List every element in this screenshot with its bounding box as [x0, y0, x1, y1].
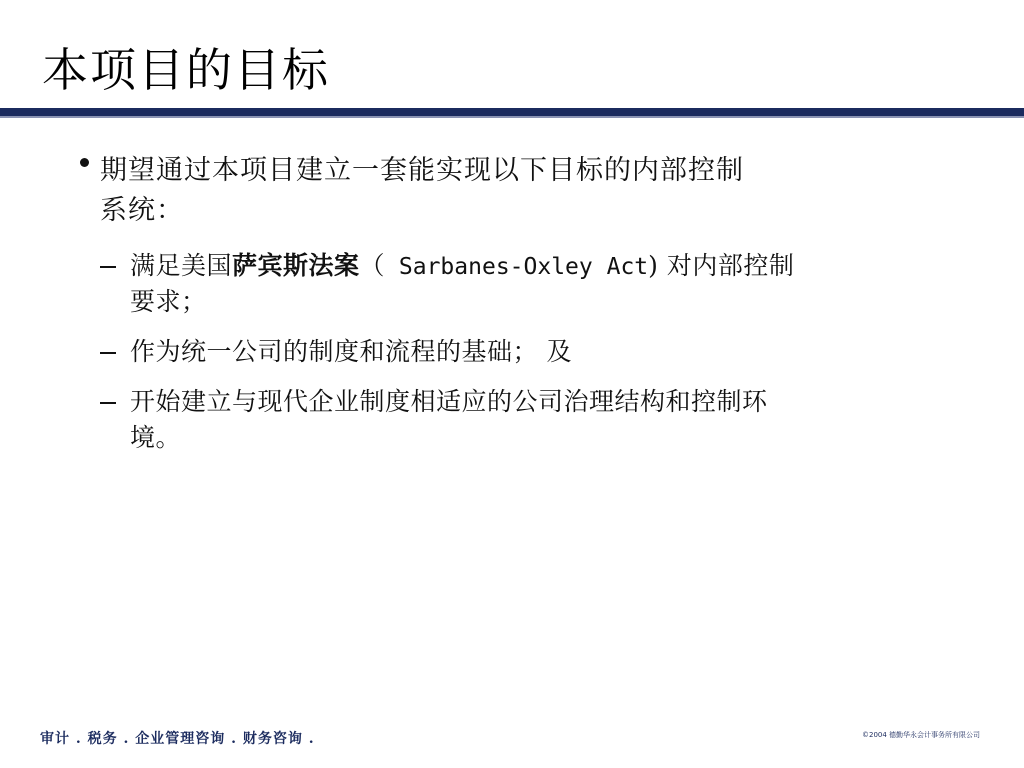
bullet-dot-icon: [80, 158, 89, 167]
sub-item-1-line2: 要求；: [130, 287, 207, 316]
sub-item-1-english: Sarbanes-Oxley Act: [385, 254, 649, 280]
sub-item-1-pre: 满足美国: [130, 251, 233, 280]
title-rule-shadow: [0, 116, 1024, 118]
sub-item-3-line1: 开始建立与现代企业制度相适应的公司治理结构和控制环: [130, 387, 768, 416]
bullet-text-line1: 期望通过本项目建立一套能实现以下目标的内部控制: [100, 155, 744, 186]
slide-title: 本项目的目标: [42, 43, 330, 97]
sub-item-1-post: ) 对内部控制: [648, 251, 795, 280]
title-rule: [0, 108, 1024, 116]
dash-icon: [100, 266, 116, 268]
sub-item-1-line1: [130, 248, 920, 285]
sub-item-1-mid: （: [359, 251, 386, 280]
footer-services: 审计 . 税务 . 企业管理咨询 . 财务咨询 .: [40, 731, 315, 747]
sub-item-1-bold: 萨宾斯法案: [232, 251, 360, 280]
sub-item-2-line1: 作为统一公司的制度和流程的基础； 及: [130, 337, 572, 366]
dash-icon: [100, 352, 116, 354]
dash-icon: [100, 402, 116, 404]
bullet-text-line2: 系统：: [100, 195, 184, 226]
footer-copyright: ©2004 德勤华永会计事务所有限公司: [862, 731, 981, 739]
sub-item-3-line2: 境。: [130, 423, 182, 452]
